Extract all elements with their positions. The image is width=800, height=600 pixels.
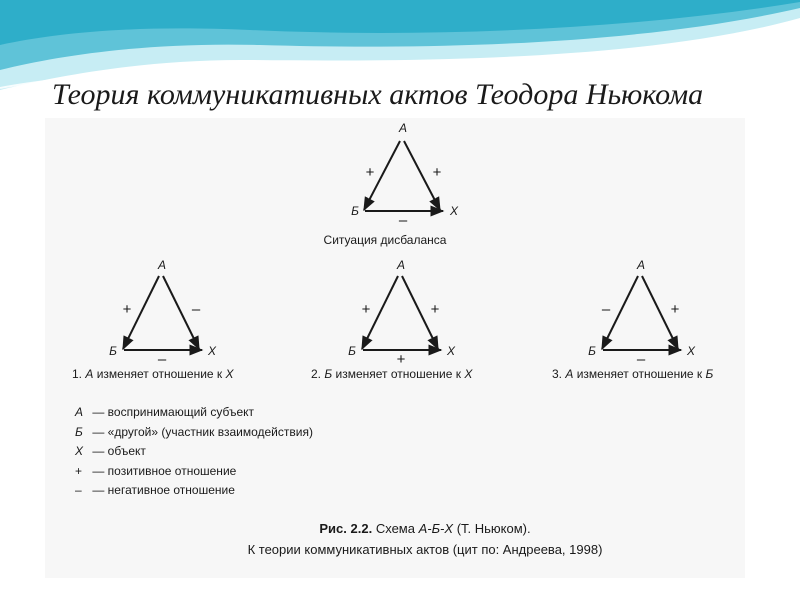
sign-a-x: – [191, 301, 201, 318]
triangle-imbalance [324, 121, 459, 247]
vertex-x: Х [686, 344, 696, 358]
sign-a-b: – [601, 301, 611, 318]
caption-2 [311, 367, 473, 381]
sign-b-x: – [636, 351, 646, 368]
caption-3 [552, 367, 714, 381]
vertex-b: Б [588, 344, 596, 358]
figure-caption-line-2: К теории коммуникативных актов (цит по: Андреева, 1998) [247, 542, 603, 557]
legend-text: — объект [92, 444, 146, 458]
caption-text: изменяет отношение к [96, 367, 223, 381]
sign-b-x: – [398, 212, 408, 229]
sign-a-b: + [122, 301, 132, 318]
legend-symbol: Х [75, 444, 84, 458]
triangle-1 [72, 258, 235, 381]
caption-subject: Б [324, 367, 333, 381]
sign-a-x: + [432, 164, 442, 181]
vertex-x: Х [446, 344, 456, 358]
legend-item [75, 442, 313, 462]
sign-b-x: – [157, 351, 167, 368]
vertex-b: Б [348, 344, 356, 358]
legend-item [75, 481, 313, 501]
sign-a-x: + [670, 301, 680, 318]
vertex-a: А [157, 258, 167, 272]
caption-object: Х [464, 367, 473, 381]
legend-item [75, 462, 313, 482]
caption-number: 3. [552, 367, 563, 381]
legend-item [75, 423, 313, 443]
figure-scheme-name: А-Б-Х [418, 521, 454, 536]
triangle-3 [552, 258, 714, 381]
caption-1 [72, 367, 235, 381]
vertex-x: Х [207, 344, 217, 358]
vertex-x: Х [449, 204, 459, 218]
sign-a-x: + [430, 301, 440, 318]
vertex-a: А [398, 121, 408, 135]
figure-scheme-author: (Т. Ньюком). [456, 521, 531, 536]
caption-object: Х [225, 367, 234, 381]
figure-caption-line-1 [200, 518, 650, 539]
caption-number: 1. [72, 367, 83, 381]
figure-label: Рис. 2.2. [319, 521, 373, 536]
vertex-a: А [636, 258, 646, 272]
caption-text: изменяет отношение к [576, 367, 703, 381]
legend-symbol: + [75, 463, 83, 478]
caption-number: 2. [311, 367, 322, 381]
legend-text: — «другой» (участник взаимодействия) [92, 424, 313, 439]
legend-symbol: – [75, 483, 82, 497]
caption-text: изменяет отношение к [335, 367, 461, 381]
slide-title: Теория коммуникативных актов Теодора Ньюкома [52, 78, 704, 111]
vertex-b: Б [351, 204, 359, 218]
legend-text: — позитивное отношение [92, 463, 237, 478]
vertex-b: Б [109, 344, 117, 358]
sign-a-b: + [365, 164, 375, 181]
legend-symbol: А [75, 405, 84, 419]
legend-item [75, 403, 313, 423]
caption-subject: А [565, 367, 574, 381]
legend-text: — воспринимающий субъект [92, 405, 254, 419]
legend-text: — негативное отношение [92, 483, 235, 497]
figure-caption [200, 518, 650, 560]
sign-b-x: + [396, 351, 406, 368]
legend [75, 403, 313, 501]
figure-scheme-word: Схема [375, 521, 415, 536]
triangle-2 [311, 258, 473, 381]
caption-object: Б [705, 367, 714, 381]
caption-imbalance: Ситуация дисбаланса [323, 233, 447, 247]
caption-subject: А [85, 367, 94, 381]
vertex-a: А [396, 258, 406, 272]
sign-a-b: + [361, 301, 371, 318]
legend-symbol: Б [75, 424, 83, 439]
